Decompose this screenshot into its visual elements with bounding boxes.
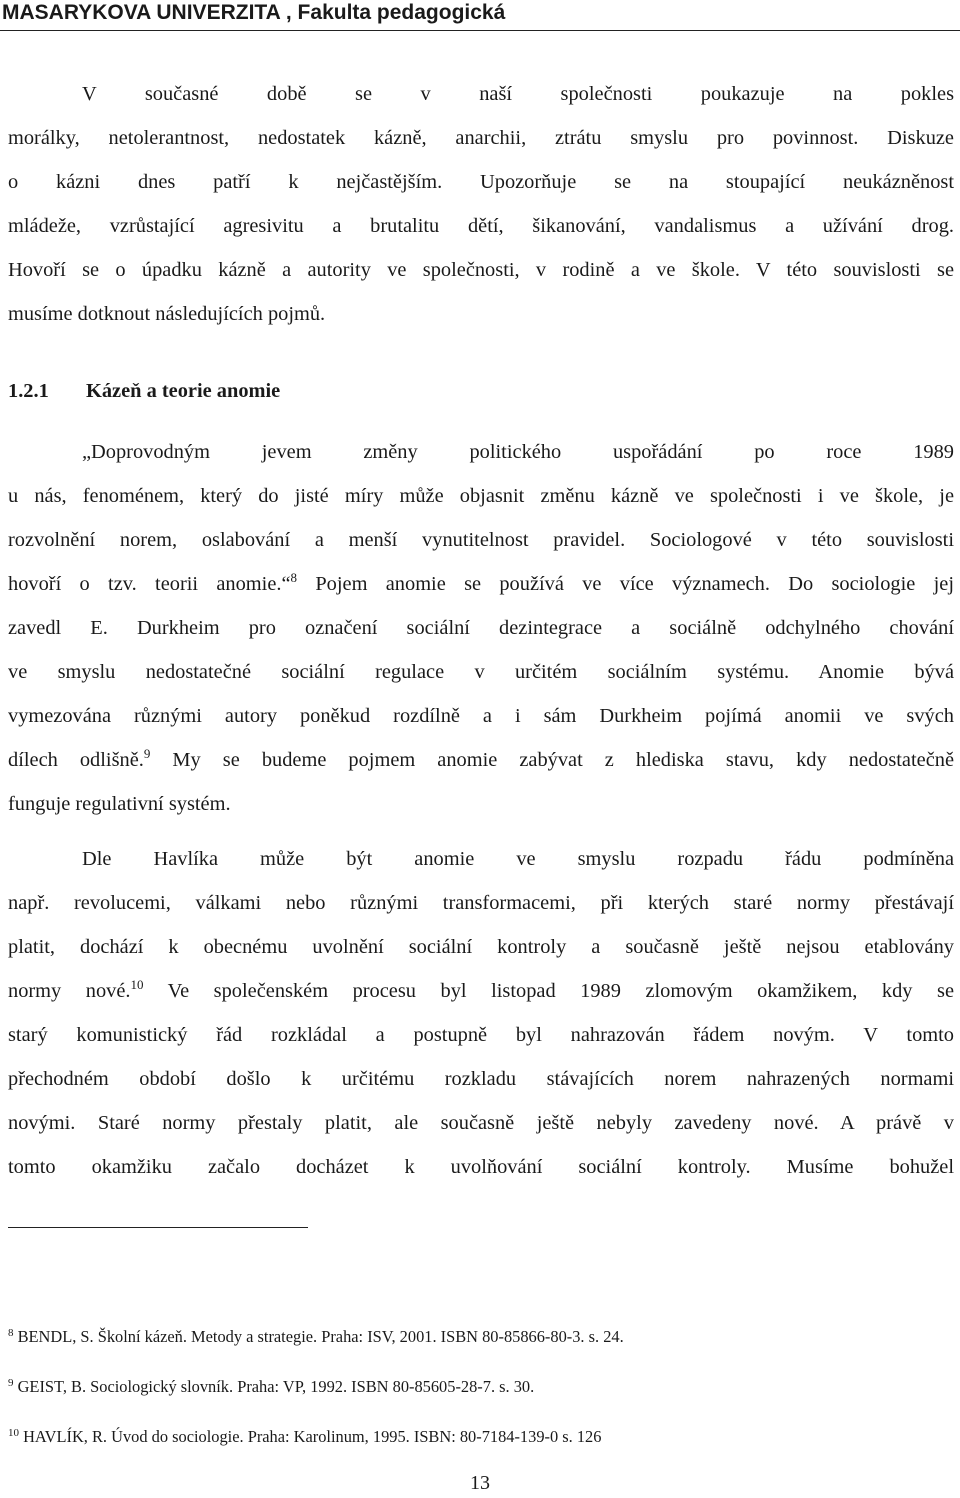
paragraph-3 bbox=[8, 837, 954, 1189]
paragraph-line: např. revolucemi, válkami nebo různými transformacemi, při kterých staré normy přestávají bbox=[8, 892, 954, 914]
paragraph-line: zavedl E. Durkheim pro označení sociální dezintegrace a sociálně odchylného chování bbox=[8, 617, 954, 639]
paragraph-line: ve smyslu nedostatečné sociální regulace v určitém sociálním systému. Anomie bývá bbox=[8, 661, 954, 683]
paragraph-2 bbox=[8, 430, 954, 826]
paragraph-line: musíme dotknout následujících pojmů. bbox=[8, 303, 326, 325]
paragraph-line: funguje regulativní systém. bbox=[8, 793, 231, 815]
footnote-separator bbox=[8, 1227, 308, 1228]
paragraph-line: novými. Staré normy přestaly platit, ale současně ještě nebyly zavedeny nové. A právě v bbox=[8, 1112, 954, 1134]
footnote-text: BENDL, S. Školní kázeň. Metody a strategie. Praha: ISV, 2001. ISBN 80-85866-80-3. s. 24. bbox=[13, 1327, 624, 1346]
paragraph-line: Hovoří se o úpadku kázně a autority ve společnosti, v rodině a ve škole. V této souvislosti se bbox=[8, 259, 954, 281]
page-number: 13 bbox=[470, 1472, 490, 1494]
section-title: Kázeň a teorie anomie bbox=[86, 380, 281, 402]
line-text: Pojem anomie se používá ve více významech. Do sociologie jej bbox=[297, 573, 954, 595]
header-title: MASARYKOVA UNIVERZITA , Fakulta pedagogická bbox=[2, 1, 506, 24]
paragraph-line: „Doprovodným jevem změny politického uspořádání po roce 1989 bbox=[82, 441, 954, 463]
paragraph-line: starý komunistický řád rozkládal a postupně byl nahrazován řádem novým. V tomto bbox=[8, 1024, 954, 1046]
paragraph-line: morálky, netolerantnost, nedostatek kázně, anarchii, ztrátu smyslu pro povinnost. Diskuze bbox=[8, 127, 954, 149]
footnote-mark: 8 bbox=[8, 1327, 14, 1339]
paragraph-line: tomto okamžiku začalo docházet k uvolňování sociální kontroly. Musíme bohužel bbox=[8, 1156, 954, 1178]
document-header bbox=[0, 0, 960, 31]
paragraph-1 bbox=[8, 72, 954, 336]
footnote-9 bbox=[8, 1376, 534, 1398]
paragraph-line: Dle Havlíka může být anomie ve smyslu rozpadu řádu podmíněna bbox=[82, 848, 954, 870]
paragraph-line-with-footnote bbox=[8, 969, 954, 1013]
section-heading bbox=[8, 380, 280, 403]
footnote-mark: 9 bbox=[8, 1377, 14, 1389]
line-text: My se budeme pojmem anomie zabývat z hlediska stavu, kdy nedostatečně bbox=[150, 749, 954, 771]
footnote-reference: 10 bbox=[130, 977, 144, 992]
line-text: Ve společenském procesu byl listopad 1989 zlomovým okamžikem, kdy se bbox=[143, 980, 955, 1002]
line-text: dílech odlišně. bbox=[8, 749, 144, 771]
footnote-mark: 10 bbox=[8, 1427, 19, 1439]
paragraph-line: rozvolnění norem, oslabování a menší vynutitelnost pravidel. Sociologové v této souvislosti bbox=[8, 529, 954, 551]
paragraph-line: vymezována různými autory poněkud rozdílně a i sám Durkheim pojímá anomii ve svých bbox=[8, 705, 954, 727]
section-number: 1.2.1 bbox=[8, 380, 49, 402]
footnote-text: GEIST, B. Sociologický slovník. Praha: VP, 1992. ISBN 80-85605-28-7. s. 30. bbox=[13, 1377, 535, 1396]
paragraph-line-with-footnote bbox=[8, 562, 954, 606]
paragraph-line-with-footnote bbox=[8, 738, 954, 782]
paragraph-line: přechodném období došlo k určitému rozkladu stávajících norem nahrazených normami bbox=[8, 1068, 954, 1090]
line-text: normy nové. bbox=[8, 980, 131, 1002]
paragraph-line: V současné době se v naší společnosti poukazuje na pokles bbox=[82, 83, 954, 105]
footnote-reference: 8 bbox=[290, 570, 298, 585]
footnote-10 bbox=[8, 1426, 601, 1448]
paragraph-line: o kázni dnes patří k nejčastějším. Upozorňuje se na stoupající neukázněnost bbox=[8, 171, 954, 193]
paragraph-line: platit, dochází k obecnému uvolnění sociální kontroly a současně ještě nejsou etablovány bbox=[8, 936, 954, 958]
paragraph-line: mládeže, vzrůstající agresivitu a brutalitu dětí, šikanování, vandalismus a užívání drog. bbox=[8, 215, 954, 237]
line-text: hovoří o tzv. teorii anomie.“ bbox=[8, 573, 291, 595]
footnote-8 bbox=[8, 1326, 624, 1348]
footnote-text: HAVLÍK, R. Úvod do sociologie. Praha: Karolinum, 1995. ISBN: 80-7184-139-0 s. 126 bbox=[19, 1427, 602, 1446]
footnote-reference: 9 bbox=[143, 746, 151, 761]
paragraph-line: u nás, fenoménem, který do jisté míry může objasnit změnu kázně ve společnosti i ve škole, je bbox=[8, 485, 954, 507]
